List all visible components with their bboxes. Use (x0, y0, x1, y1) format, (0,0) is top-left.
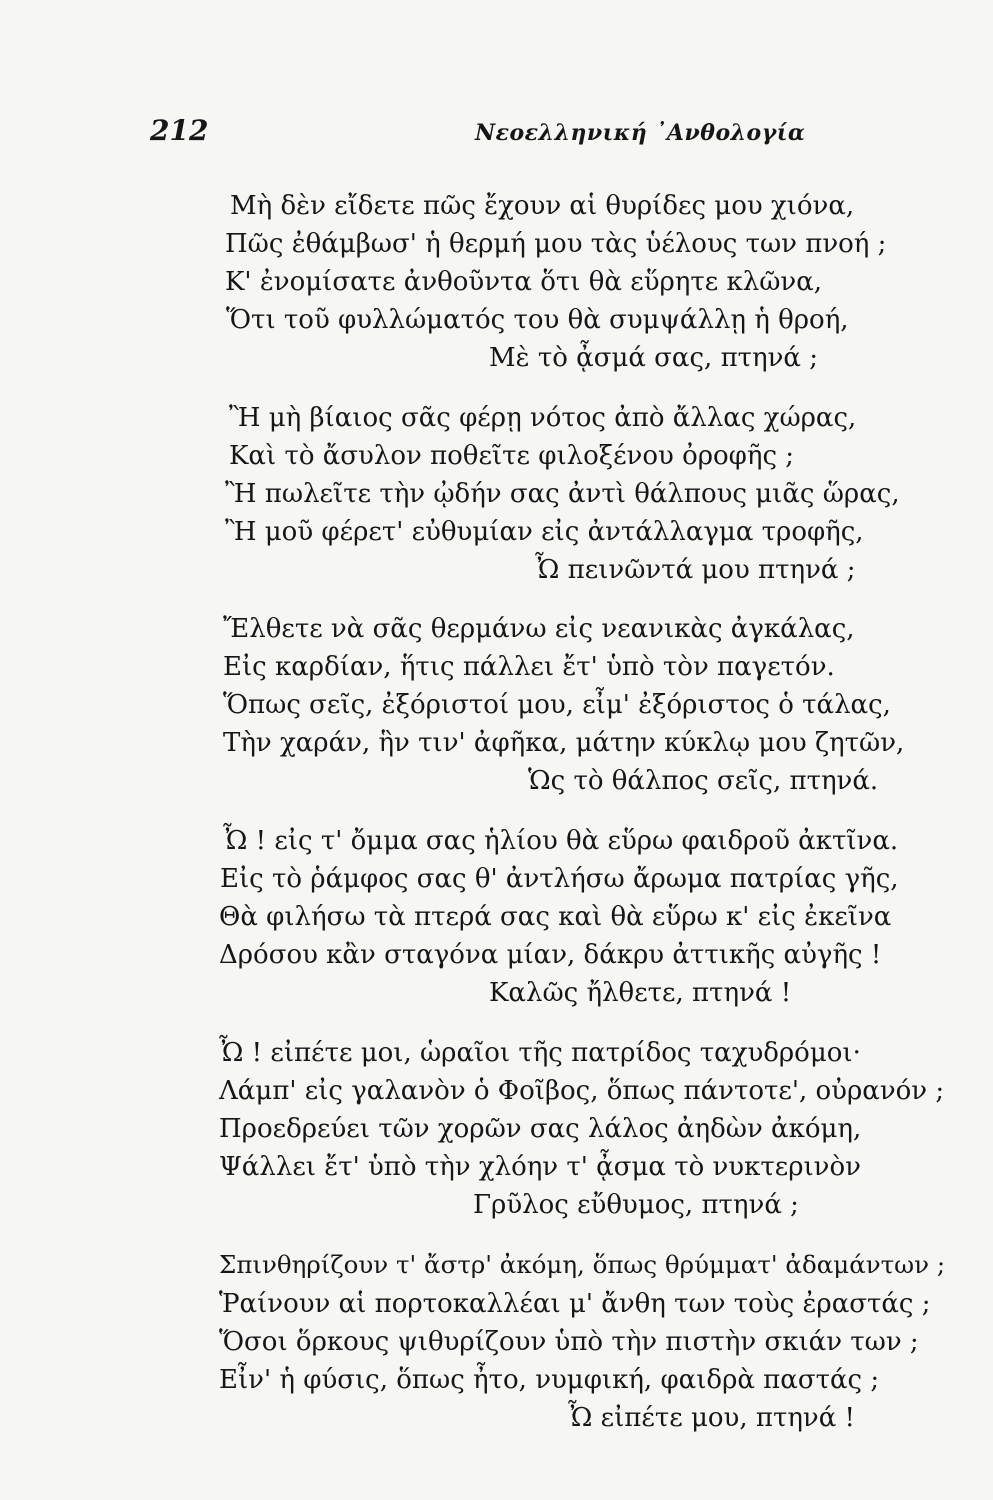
poem-line: Εἰς καρδίαν, ἥτις πάλλει ἔτ' ὑπὸ τὸν παγετόν. (223, 652, 835, 682)
poem-line: Ἢ μοῦ φέρετ' εὐθυμίαν εἰς ἀντάλλαγμα τροφῆς, (225, 517, 864, 547)
poem-line: Σπινθηρίζουν τ' ἄστρ' ἀκόμη, ὅπως θρύμματ' ἀδαμάντων ; (219, 1250, 946, 1279)
page-header (0, 114, 993, 154)
poem-line: Ὅσοι ὅρκους ψιθυρίζουν ὑπὸ τὴν πιστὴν σκιάν των ; (219, 1327, 919, 1357)
poem-line: Ἔλθετε νὰ σᾶς θερμάνω εἰς νεανικὰς ἀγκάλας, (223, 614, 855, 644)
poem-refrain: Καλῶς ἤλθετε, πτηνά ! (489, 978, 792, 1008)
poem-line: Ῥαίνουν αἱ πορτοκαλλέαι μ' ἄνθη των τοὺς ἐραστάς ; (219, 1289, 931, 1319)
poem-line: Δρόσου κἂν σταγόνα μίαν, δάκρυ ἀττικῆς αὐγῆς ! (219, 940, 882, 970)
poem-refrain: Ὦ εἰπέτε μου, πτηνά ! (568, 1403, 855, 1433)
poem-line: Προεδρεύει τῶν χορῶν σας λάλος ἀηδὼν ἀκόμη, (219, 1114, 862, 1144)
poem-line: Ἢ μὴ βίαιος σᾶς φέρῃ νότος ἀπὸ ἄλλας χώρας, (229, 403, 857, 433)
poem-line: Ὦ ! εἰπέτε μοι, ὡραῖοι τῆς πατρίδος ταχυδρόμοι· (219, 1038, 861, 1068)
poem-line: Λάμπ' εἰς γαλανὸν ὁ Φοῖβος, ὅπως πάντοτε', οὐρανόν ; (219, 1076, 945, 1106)
poem-line: Θὰ φιλήσω τὰ πτερά σας καὶ θὰ εὕρω κ' εἰς ἐκεῖνα (219, 902, 892, 932)
poem-line: Ὅτι τοῦ φυλλώματός του θὰ συμψάλλῃ ἡ θροή, (226, 305, 849, 335)
running-head: Νεοελληνική ᾿Ανθολογία (475, 120, 806, 146)
poem-line: Ὅπως σεῖς, ἐξόριστοί μου, εἶμ' ἐξόριστος ὁ τάλας, (223, 690, 891, 720)
poem-line: Εἶν' ἡ φύσις, ὅπως ἦτο, νυμφική, φαιδρὰ παστάς ; (219, 1365, 880, 1395)
poem-refrain: Μὲ τὸ ᾆσμά σας, πτηνά ; (489, 343, 818, 373)
poem-line: Εἰς τὸ ῥάμφος σας θ' ἀντλήσω ἄρωμα πατρίας γῆς, (220, 864, 899, 894)
page-number: 212 (150, 114, 209, 147)
poem-line: Μὴ δὲν εἴδετε πῶς ἔχουν αἱ θυρίδες μου χιόνα, (230, 191, 855, 221)
poem-line: Ὦ ! εἰς τ' ὄμμα σας ἡλίου θὰ εὕρω φαιδροῦ ἀκτῖνα. (223, 826, 899, 856)
poem-line: Ψάλλει ἔτ' ὑπὸ τὴν χλόην τ' ᾆσμα τὸ νυκτερινὸν (219, 1152, 861, 1182)
poem-line: Πῶς ἐθάμβωσ' ἡ θερμή μου τὰς ὑέλους των πνοή ; (225, 229, 887, 259)
poem-line: Ἢ πωλεῖτε τὴν ᾠδήν σας ἀντὶ θάλπους μιᾶς ὥρας, (225, 479, 900, 509)
poem-refrain: Ὡς τὸ θάλπος σεῖς, πτηνά. (528, 766, 879, 796)
poem-refrain: Ὦ πεινῶντά μου πτηνά ; (535, 555, 856, 585)
poem-line: Καὶ τὸ ἄσυλον ποθεῖτε φιλοξένου ὀροφῆς ; (229, 441, 795, 471)
poem-line: Κ' ἐνομίσατε ἀνθοῦντα ὅτι θὰ εὕρητε κλῶνα, (225, 267, 823, 297)
poem-line: Τὴν χαράν, ἣν τιν' ἀφῆκα, μάτην κύκλῳ μου ζητῶν, (223, 728, 905, 758)
poem-refrain: Γρῦλος εὔθυμος, πτηνά ; (473, 1190, 799, 1220)
